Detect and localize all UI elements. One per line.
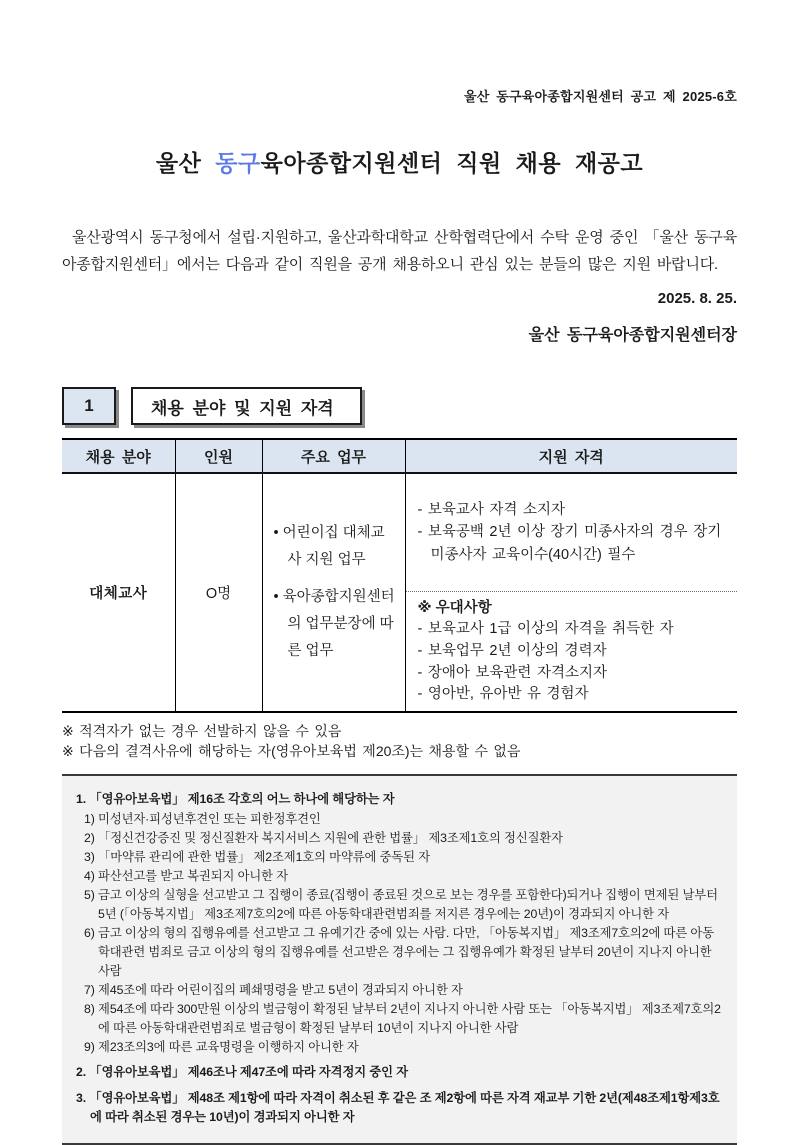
title-highlight: 동구 bbox=[215, 150, 261, 176]
page-title bbox=[62, 145, 737, 178]
disqualification-box bbox=[62, 774, 737, 1145]
disqualification-item-2: 2. 「영유아보육법」 제46조나 제47조에 따라 자격정지 중인 자 bbox=[76, 1065, 408, 1080]
section-number-box: 1 bbox=[62, 387, 116, 425]
duty-item: • 어린이집 대체교사 지원 업무 bbox=[273, 525, 385, 569]
disqualification-item-1: 1. 「영유아보육법」 제16조 각호의 어느 하나에 해당하는 자 bbox=[76, 791, 395, 806]
cell-headcount: O명 bbox=[175, 473, 262, 712]
disqualification-subitems bbox=[80, 810, 725, 1058]
title-suffix: 육아종합지원센터 직원 채용 재공고 bbox=[260, 150, 644, 176]
table-notes bbox=[62, 721, 737, 762]
cell-qualification bbox=[405, 473, 737, 712]
preferred-item: - 보육업무 2년 이상의 경력자 bbox=[417, 642, 607, 659]
qualification-preferred bbox=[406, 592, 738, 711]
table-header-row bbox=[62, 439, 737, 473]
preferred-heading: ※ 우대사항 bbox=[417, 599, 492, 616]
disqualification-subitem: 6) 금고 이상의 형의 집행유예를 선고받고 그 유예기간 중에 있는 사람. 다만, 「아동복지법」 제3조제7호의2에 따른 아동학대관련 범죄로 금고 이상의 형의 집행유예를 선고받은 경우에는 그 집행유예가 확정된 날부터 20년이 지나지 아니한 사람 bbox=[84, 925, 714, 979]
header-field: 채용 분야 bbox=[62, 439, 175, 473]
cell-duties bbox=[262, 473, 405, 712]
cell-field: 대체교사 bbox=[89, 586, 148, 602]
recruit-table bbox=[62, 438, 737, 713]
disqualification-subitem: 2) 「정신건강증진 및 정신질환자 복지서비스 지원에 관한 법률」 제3조제1호의 정신질환자 bbox=[84, 830, 563, 845]
preferred-item: - 장애아 보육관련 자격소지자 bbox=[417, 664, 607, 681]
duty-item: • 육아종합지원센터의 업무분장에 따른 업무 bbox=[273, 589, 395, 659]
header-duties: 주요 업무 bbox=[262, 439, 405, 473]
note-line: ※ 적격자가 없는 경우 선발하지 않을 수 있음 bbox=[62, 723, 342, 739]
qualification-required bbox=[406, 474, 738, 592]
disqualification-subitem: 5) 금고 이상의 실형을 선고받고 그 집행이 종료(집행이 종료된 것으로 보는 경우를 포함한다)되거나 집행이 면제된 날부터 5년 (「아동복지법」 제3조제7호의2에 따른 아동학대관련범죄를 저지른 경우에는 20년)이 경과되지 아니한 자 bbox=[84, 887, 718, 921]
header-headcount: 인원 bbox=[175, 439, 262, 473]
disqualification-subitem: 3) 「마약류 관리에 관한 법률」 제2조제1호의 마약류에 중독된 자 bbox=[84, 849, 431, 864]
intro-paragraph: 울산광역시 동구청에서 설립·지원하고, 울산과학대학교 산학협력단에서 수탁 운영 중인 「울산 동구육아종합지원센터」에서는 다음과 같이 직원을 공개 채용하오니 관심 있는 분들의 많은 지원 바랍니다. bbox=[62, 229, 737, 273]
section-title-box: 채용 분야 및 지원 자격 bbox=[131, 387, 362, 425]
qualification-item: - 보육공백 2년 이상 장기 미종사자의 경우 장기 미종사자 교육이수(40시간) 필수 bbox=[417, 524, 722, 563]
header-qualification: 지원 자격 bbox=[405, 439, 737, 473]
disqualification-item-3: 3. 「영유아보육법」 제48조 제1항에 따라 자격이 취소된 후 같은 조 제2항에 따른 자격 재교부 기한 2년(제48조제1항제3호에 따라 취소된 경우는 10년)이 경과되지 아니한 자 bbox=[76, 1091, 720, 1125]
doc-number: 울산 동구육아종합지원센터 공고 제 2025-6호 bbox=[463, 89, 737, 104]
disqualification-subitem: 9) 제23조의3에 따른 교육명령을 이행하지 아니한 자 bbox=[84, 1040, 359, 1055]
disqualification-subitem: 7) 제45조에 따라 어린이집의 폐쇄명령을 받고 5년이 경과되지 아니한 자 bbox=[84, 983, 463, 998]
disqualification-subitem: 1) 미성년자·피성년후견인 또는 피한정후견인 bbox=[84, 811, 321, 826]
section-heading bbox=[62, 387, 737, 425]
note-line: ※ 다음의 결격사유에 해당하는 자(영유아보육법 제20조)는 채용할 수 없음 bbox=[62, 743, 521, 760]
table-row bbox=[62, 473, 737, 712]
title-prefix: 울산 bbox=[155, 150, 216, 176]
qualification-item: - 보육교사 자격 소지자 bbox=[417, 501, 565, 518]
preferred-item: - 보육교사 1급 이상의 자격을 취득한 자 bbox=[417, 621, 674, 638]
preferred-item: - 영아반, 유아반 유 경험자 bbox=[417, 686, 589, 703]
disqualification-subitem: 8) 제54조에 따라 300만원 이상의 벌금형이 확정된 날부터 2년이 지나지 아니한 사람 또는 「아동복지법」 제3조제7호의2에 따른 아동학대관련범죄로 벌금형이 확정된 날부터 10년이 지나지 아니한 사람 bbox=[84, 1002, 721, 1036]
disqualification-subitem: 4) 파산선고를 받고 복권되지 아니한 자 bbox=[84, 868, 288, 883]
announcement-date: 2025. 8. 25. bbox=[657, 290, 737, 307]
signer: 울산 동구육아종합지원센터장 bbox=[528, 327, 737, 344]
